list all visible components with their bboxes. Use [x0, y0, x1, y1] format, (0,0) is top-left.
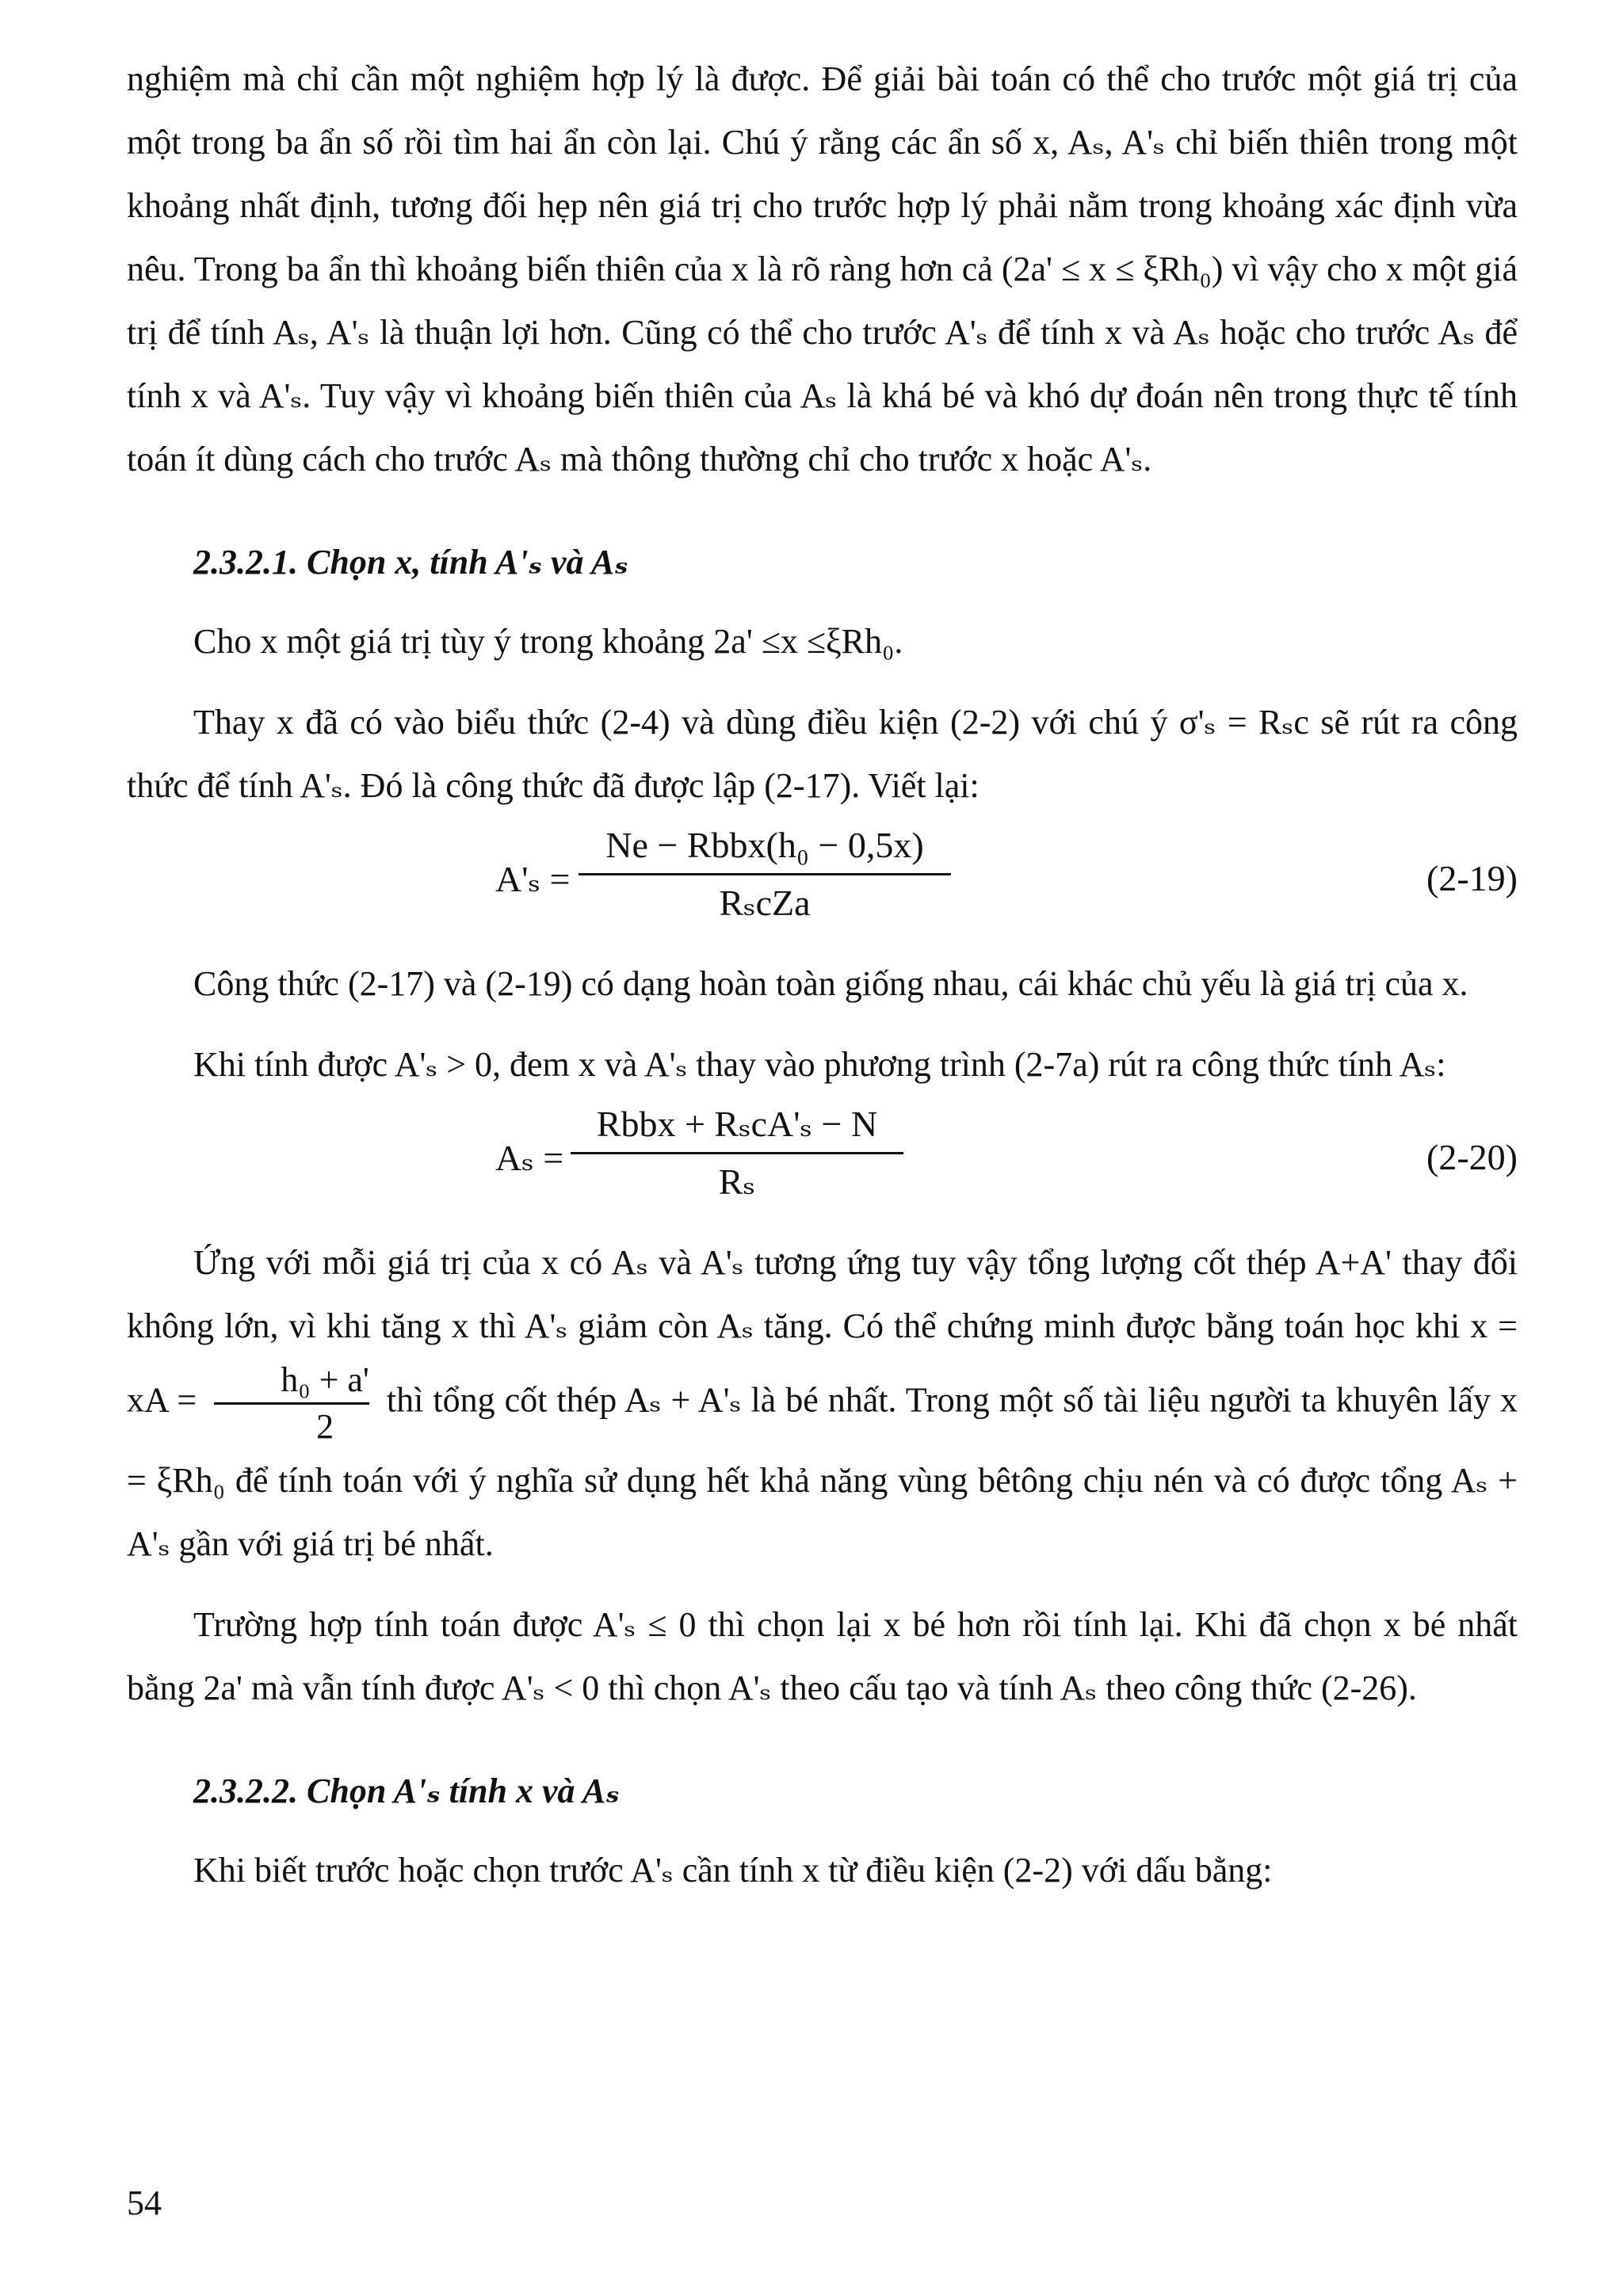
formula-denominator: Rₛ — [718, 1161, 756, 1202]
formula-numerator: Rbbx + RₛcA'ₛ − N — [596, 1104, 878, 1144]
paragraph-intro: nghiệm mà chỉ cần một nghiệm hợp lý là được. Để giải bài toán có thể cho trước một giá trị của một trong ba ẩn số rồi tìm hai ẩn còn lại. Chú ý rằng các ẩn số x, Aₛ, A'ₛ chỉ biến thiên trong một khoảng nhất định, tương đối hẹp nên giá trị cho trước hợp lý phải nằm trong khoảng xác định vừa nêu. Trong ba ẩn thì khoảng biến thiên của x là rõ ràng hơn cả (2a' ≤ x ≤ ξRh₀) vì vậy cho x một giá trị để tính Aₛ, A'ₛ là thuận lợi hơn. Cũng có thể cho trước A'ₛ để tính x và Aₛ hoặc cho trước Aₛ để tính x và A'ₛ. Tuy vậy vì khoảng biến thiên của Aₛ là khá bé và khó dự đoán nên trong thực tế tính toán ít dùng cách cho trước Aₛ mà thông thường chỉ cho trước x hoặc A'ₛ. — [127, 59, 1518, 479]
formula-denominator: RₛcZa — [719, 883, 811, 923]
page-number: 54 — [127, 2183, 162, 2222]
paragraph-total-steel — [127, 1231, 1518, 1576]
paragraph-recalculate: Trường hợp tính toán được A'ₛ ≤ 0 thì chọn lại x bé hơn rồi tính lại. Khi đã chọn x bé nhất bằng 2a' mà vẫn tính được A'ₛ < 0 thì chọn A'ₛ theo cấu tạo và tính Aₛ theo công thức (2-26). — [127, 1605, 1518, 1707]
paragraph-substitute: Thay x đã có vào biểu thức (2-4) và dùng điều kiện (2-2) với chú ý σ'ₛ = Rₛc sẽ rút ra công thức để tính A'ₛ. Đó là công thức đã được lập (2-17). Viết lại: — [127, 703, 1518, 805]
equation-number: (2-19) — [1426, 858, 1518, 898]
equation-number: (2-20) — [1426, 1137, 1518, 1177]
paragraph-given-as: Khi biết trước hoặc chọn trước A'ₛ cần tính x từ điều kiện (2-2) với dấu bằng: — [193, 1851, 1273, 1890]
formula-2-19 — [127, 818, 1518, 952]
inline-denominator: 2 — [316, 1407, 334, 1446]
paragraph-text: thì tổng cốt thép Aₛ + A'ₛ là bé nhất. Trong một số tài liệu người ta khuyên lấy x = ξRh₀ để tính toán với ý nghĩa sử dụng hết khả năng vùng bêtông chịu nén và có được tổng Aₛ + A'ₛ gần với giá trị bé nhất. — [127, 1380, 1518, 1563]
formula-fraction — [579, 818, 951, 931]
formula-numerator: Ne − Rbbx(h₀ − 0,5x) — [605, 825, 924, 865]
formula-2-20 — [127, 1097, 1518, 1231]
section-heading-2-3-2-2: 2.3.2.2. Chọn A'ₛ tính x và Aₛ — [193, 1772, 620, 1810]
paragraph-compute-as: Khi tính được A'ₛ > 0, đem x và A'ₛ thay vào phương trình (2-7a) rút ra công thức tính Aₛ: — [193, 1045, 1446, 1084]
document-body — [127, 48, 1518, 1902]
inline-numerator: h₀ + a' — [281, 1360, 369, 1399]
section-heading-2-3-2-1: 2.3.2.1. Chọn x, tính A'ₛ và Aₛ — [193, 543, 628, 582]
paragraph-same-form: Công thức (2-17) và (2-19) có dạng hoàn toàn giống nhau, cái khác chủ yếu là giá trị của x. — [193, 964, 1468, 1003]
inline-formula-lhs: x = xA = — [127, 1306, 1518, 1420]
formula-lhs: Aₛ = — [495, 1138, 564, 1178]
paragraph-choose-x: Cho x một giá trị tùy ý trong khoảng 2a' ≤x ≤ξRh₀. — [193, 622, 903, 661]
inline-fraction — [214, 1358, 369, 1449]
paragraph-text: Ứng với mỗi giá trị của x có Aₛ và A'ₛ tương ứng tuy vậy tổng lượng cốt thép A+A' thay đổi không lớn, vì khi tăng x thì A'ₛ giảm còn Aₛ tăng. Có thể chứng minh được bằng toán học khi — [127, 1243, 1518, 1345]
formula-fraction — [571, 1097, 903, 1210]
formula-lhs: A'ₛ = — [495, 859, 571, 899]
